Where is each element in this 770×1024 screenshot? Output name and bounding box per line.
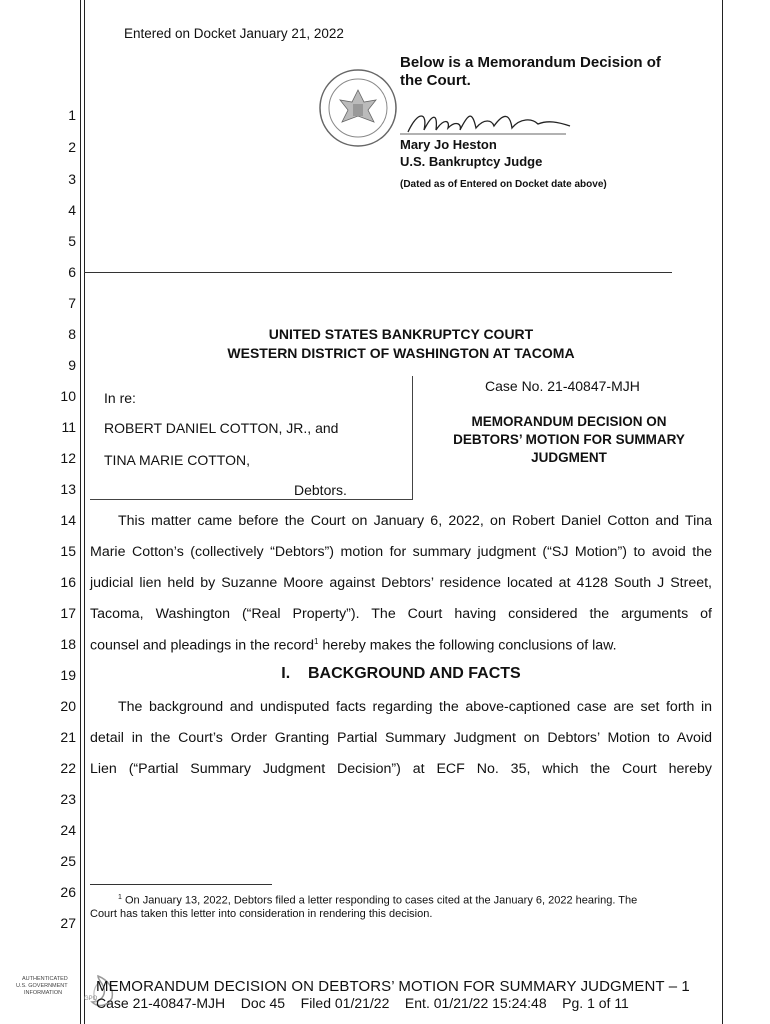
auth-stamp-line3: INFORMATION xyxy=(24,990,63,996)
line-number: 7 xyxy=(68,295,76,311)
line-number: 6 xyxy=(68,264,76,280)
memo-header-line1: Below is a Memorandum Decision of xyxy=(400,54,661,71)
case-number: Case No. 21-40847-MJH xyxy=(485,378,640,394)
doc-title-line3: JUDGMENT xyxy=(531,450,607,465)
line-number: 16 xyxy=(60,574,76,590)
section-heading: I. BACKGROUND AND FACTS xyxy=(281,665,521,682)
signer-title: U.S. Bankruptcy Judge xyxy=(400,154,543,169)
footer-title: MEMORANDUM DECISION ON DEBTORS’ MOTION FOR SUMMARY JUDGMENT – 1 xyxy=(96,978,690,995)
caption-in-re: In re: xyxy=(104,390,136,406)
body-text-line: This matter came before the Court on January 6, 2022, on Robert Daniel Cotton and Tina xyxy=(118,513,712,529)
line-number: 19 xyxy=(60,667,76,683)
court-district: WESTERN DISTRICT OF WASHINGTON AT TACOMA xyxy=(227,345,575,361)
line-number: 10 xyxy=(60,388,76,404)
body-text-line: judicial lien held by Suzanne Moore against Debtors’ residence located at 4128 South J Street, xyxy=(90,575,712,591)
line-number: 2 xyxy=(68,139,76,155)
line-number: 17 xyxy=(60,605,76,621)
handwritten-signature xyxy=(398,100,578,140)
doc-title-line1: MEMORANDUM DECISION ON xyxy=(471,414,667,429)
line-number: 18 xyxy=(60,636,76,652)
footnote-line2: Court has taken this letter into consideration in rendering this decision. xyxy=(90,908,433,920)
auth-stamp-line1: AUTHENTICATED xyxy=(22,976,68,982)
caption-party2: TINA MARIE COTTON, xyxy=(104,452,250,468)
footnote-reference[interactable]: 1 xyxy=(314,637,319,646)
body-text-line: The background and undisputed facts regarding the above-captioned case are set forth in xyxy=(118,699,712,715)
line-number: 24 xyxy=(60,822,76,838)
body-text-segment: hereby makes the following conclusions of law. xyxy=(318,637,617,654)
line-number: 21 xyxy=(60,729,76,745)
body-text-line: Lien (“Partial Summary Judgment Decision”) at ECF No. 35, which the Court hereby xyxy=(90,761,712,777)
line-number: 26 xyxy=(60,884,76,900)
line-number: 14 xyxy=(60,512,76,528)
line-number: 20 xyxy=(60,698,76,714)
left-margin-rule-inner xyxy=(84,0,85,1024)
line-number: 23 xyxy=(60,791,76,807)
footnote-rule xyxy=(90,884,272,885)
body-text-line xyxy=(90,637,712,654)
line-number: 4 xyxy=(68,202,76,218)
body-text-segment: counsel and pleadings in the record xyxy=(90,637,315,654)
line-number: 5 xyxy=(68,233,76,249)
line-number: 9 xyxy=(68,357,76,373)
line-number: 13 xyxy=(60,481,76,497)
line-number: 27 xyxy=(60,915,76,931)
header-separator xyxy=(84,272,672,273)
court-seal-icon xyxy=(318,68,398,148)
docket-entry: Entered on Docket January 21, 2022 xyxy=(124,26,344,41)
footnote-line1 xyxy=(118,894,712,907)
signer-name: Mary Jo Heston xyxy=(400,137,497,152)
line-number: 15 xyxy=(60,543,76,559)
caption-role: Debtors. xyxy=(294,482,347,498)
footnote-text: On January 13, 2022, Debtors filed a letter responding to cases cited at the January 6, 2022 hearing. The xyxy=(121,894,638,907)
court-name: UNITED STATES BANKRUPTCY COURT xyxy=(268,326,534,342)
footer-filing-stamp: Case 21-40847-MJH Doc 45 Filed 01/21/22 Ent. 01/21/22 15:24:48 Pg. 1 of 11 xyxy=(96,995,629,1011)
right-margin-rule xyxy=(722,0,723,1024)
body-text-line: detail in the Court’s Order Granting Partial Summary Judgment on Debtors’ Motion to Avoid xyxy=(90,730,712,746)
line-number: 25 xyxy=(60,853,76,869)
body-text-line: Marie Cotton’s (collectively “Debtors”) motion for summary judgment (“SJ Motion”) to avoid the xyxy=(90,544,712,560)
line-number: 11 xyxy=(61,419,76,435)
line-number: 1 xyxy=(68,107,76,123)
auth-stamp-line2: U.S. GOVERNMENT xyxy=(16,983,68,989)
footnote-marker: 1 xyxy=(118,894,122,901)
line-number: 3 xyxy=(68,171,76,187)
body-text-line: Tacoma, Washington (“Real Property”). The Court having considered the arguments of xyxy=(90,606,712,622)
dated-note: (Dated as of Entered on Docket date above) xyxy=(400,179,607,190)
left-margin-rule-outer xyxy=(80,0,81,1024)
caption-party1: ROBERT DANIEL COTTON, JR., and xyxy=(104,420,339,436)
caption-box xyxy=(90,376,413,500)
line-number: 22 xyxy=(60,760,76,776)
auth-stamp-line4: GPO xyxy=(84,996,98,1002)
doc-title-line2: DEBTORS’ MOTION FOR SUMMARY xyxy=(453,432,685,447)
line-number: 12 xyxy=(60,450,76,466)
memo-header-line2: the Court. xyxy=(400,72,471,89)
line-number: 8 xyxy=(68,326,76,342)
